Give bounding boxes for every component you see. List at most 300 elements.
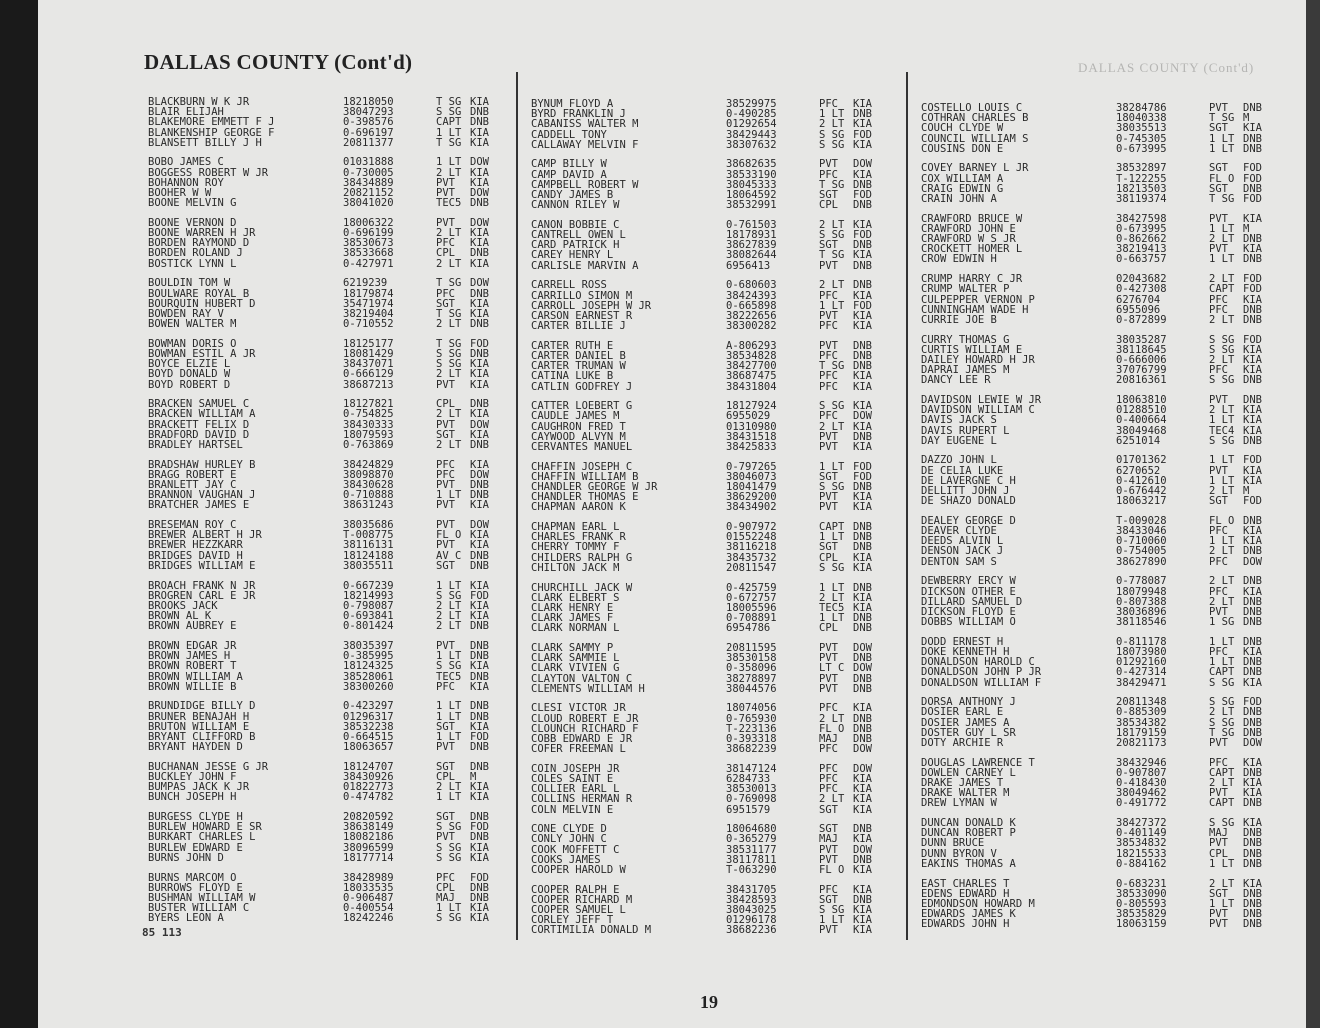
entry-status: KIA [853,924,872,937]
entry-status: KIA [470,368,489,381]
entry-name: CARTER TRUMAN W [531,360,626,373]
entry-name: DUNN BYRON V [921,847,997,860]
entry-rank: CPL [436,771,455,783]
entry-rank: CPL [436,247,455,260]
entry-rank: T SG [436,337,462,350]
entry-name: BREWER HEZZKARR [148,539,243,552]
entry-name: BOULWARE ROYAL B [148,287,250,300]
entry-serial-number: 01031888 [343,156,394,169]
roster-entry [531,865,891,875]
entry-serial-number: 38533668 [343,247,394,260]
entry-serial-number: 0-427308 [1116,283,1167,296]
entry-serial-number: 0-393318 [726,732,777,745]
entry-status: DNB [853,652,872,665]
entry-serial-number: 18082186 [343,831,394,844]
entry-group [148,399,508,450]
entry-name: CATINA LUKE B [531,370,614,383]
entry-name: COFER FREEMAN L [531,743,626,756]
entry-status: FOD [853,299,872,312]
entry-status: DNB [1243,635,1262,648]
entry-rank: PVT [436,539,455,552]
roster-column-2 [531,99,891,945]
entry-status: KIA [470,902,489,915]
entry-status: DNB [853,481,872,493]
entry-name: DAPRAI JAMES M [921,364,1010,377]
entry-name: DAVIS JACK S [921,414,997,427]
entry-serial-number: 38530673 [343,237,394,250]
entry-name: BRIDGES WILLIAM E [148,559,256,572]
entry-name: CHILTON JACK M [531,561,620,574]
entry-serial-number: 0-666006 [1116,353,1167,366]
entry-name: BYNUM FLOYD A [531,98,614,110]
entry-serial-number: 18127924 [726,400,777,413]
roster-entry [921,576,1281,586]
entry-status: KIA [470,126,489,139]
entry-serial-number: 01292160 [1116,656,1167,669]
entry-status: KIA [853,420,872,433]
entry-serial-number: 38532991 [726,199,777,212]
entry-serial-number: 18242246 [343,912,394,925]
entry-rank: 1 LT [819,299,845,312]
entry-name: BOSTICK LYNN L [148,257,237,270]
entry-name: CHANDLER THOMAS E [531,491,639,504]
roster-entry [921,919,1281,929]
entry-name: EAST CHARLES T [921,877,1010,890]
entry-serial-number: 18073980 [1116,645,1167,658]
entry-rank: 2 LT [819,420,845,433]
entry-status: FOD [1243,283,1262,296]
entry-status: KIA [1243,676,1262,689]
entry-serial-number: 0-710060 [1116,535,1167,548]
entry-serial-number: 38035287 [1116,333,1167,346]
entry-rank: 2 LT [436,227,462,240]
entry-rank: CAPT [1209,666,1235,679]
roster-entry [148,742,508,752]
entry-name: BLANSETT BILLY J H [148,136,262,149]
entry-rank: PVT [819,259,838,272]
entry-status: KIA [470,257,489,270]
entry-group [921,163,1281,204]
entry-status: DNB [470,197,489,210]
entry-status: DNB [1243,837,1262,850]
entry-serial-number: 0-805593 [1116,897,1167,910]
roster-entry [921,798,1281,808]
entry-status: DNB [470,650,489,663]
entry-name: CAUGHRON FRED T [531,420,626,433]
entry-status: FOD [853,460,872,473]
entry-name: CUNNINGHAM WADE H [921,303,1029,316]
entry-status: DNB [470,247,489,260]
entry-status: KIA [853,904,872,917]
entry-rank: 2 LT [436,166,462,179]
entry-name: BROGREN CARL E JR [148,589,256,602]
entry-rank: PVT [1209,918,1228,931]
entry-serial-number: 38427700 [726,360,777,373]
entry-name: CARROLL JOSEPH W JR [531,299,652,312]
entry-name: DE CELIA LUKE [921,464,1004,477]
roster-entry [921,315,1281,325]
entry-name: BURROWS FLOYD E [148,881,243,894]
entry-serial-number: 18179159 [1116,726,1167,739]
entry-rank: PVT [436,499,455,512]
entry-serial-number: 18063810 [1116,394,1167,406]
entry-status: KIA [853,883,872,896]
entry-name: CATLIN GODFREY J [531,380,633,393]
entry-name: CANDY JAMES B [531,189,614,201]
entry-status: KIA [1243,343,1262,356]
entry-name: BROWN WILLIE B [148,680,237,693]
entry-rank: 2 LT [819,118,845,131]
entry-status: DNB [1243,605,1262,618]
entry-serial-number: 38284786 [1116,102,1167,114]
entry-rank: PFC [819,289,838,302]
entry-serial-number: 0-490285 [726,108,777,121]
entry-name: BORDEN RAYMOND D [148,237,250,250]
entry-name: BOONE WARREN H JR [148,227,256,240]
entry-name: BUCHANAN JESSE G JR [148,760,269,773]
entry-rank: TEC5 [436,670,462,683]
entry-rank: T SG [436,96,462,108]
entry-name: BURLEW HOWARD E SR [148,821,262,834]
entry-name: BOYD DONALD W [148,368,231,381]
entry-serial-number: A-806293 [726,339,777,352]
entry-status: DNB [1243,102,1262,114]
entry-serial-number: 38430926 [343,771,394,783]
entry-name: CULPEPPER VERNON P [921,293,1035,306]
entry-status: DNB [853,349,872,362]
entry-status: DNB [853,108,872,121]
entry-rank: SGT [436,811,455,824]
entry-status: KIA [1243,293,1262,306]
entry-rank: CPL [1209,847,1228,860]
entry-name: BRADSHAW HURLEY B [148,458,256,471]
roster-entry [148,682,508,692]
entry-group [148,278,508,329]
entry-rank: 1 LT [1209,535,1235,548]
entry-rank: 2 LT [436,257,462,270]
entry-name: BROWN EDGAR JR [148,639,237,652]
roster-entry [148,792,508,802]
roster-entry [921,738,1281,748]
entry-group [921,637,1281,688]
entry-serial-number: 38533090 [1116,887,1167,900]
entry-serial-number: 20820592 [343,811,394,824]
roster-entry [921,496,1281,506]
entry-status: KIA [853,561,872,574]
entry-status: DNB [1243,182,1262,195]
entry-serial-number: 38035397 [343,639,394,652]
entry-rank: 1 LT [436,700,462,713]
entry-rank: TEC5 [436,197,462,210]
roster-entry [148,561,508,571]
entry-serial-number: 38117811 [726,853,777,866]
entry-name: CROCKETT HOMER L [921,243,1023,256]
entry-group [921,697,1281,748]
entry-name: COOPER RICHARD M [531,893,633,906]
entry-rank: PVT [1209,394,1228,406]
entry-rank: PFC [819,370,838,383]
entry-serial-number: 0-710552 [343,318,394,331]
entry-serial-number: 0-676442 [1116,485,1167,497]
entry-status: M [1243,485,1250,497]
entry-name: DOKE KENNETH H [921,645,1010,658]
entry-rank: T SG [1209,193,1235,205]
entry-rank: PVT [436,378,455,391]
entry-name: BROWN WILLIAM A [148,670,243,683]
entry-serial-number: 38534828 [726,349,777,362]
entry-status: DNB [470,700,489,713]
entry-serial-number: 0-885309 [1116,706,1167,719]
entry-serial-number: 38043025 [726,904,777,917]
entry-status: FOD [1243,333,1262,346]
entry-name: CATTER LOEBERT G [531,400,633,413]
entry-name: CARD PATRICK H [531,239,620,252]
entry-status: DNB [470,670,489,683]
entry-serial-number: 01296178 [726,914,777,927]
entry-status: DNB [1243,253,1262,266]
entry-rank: CPL [819,551,838,564]
entry-rank: 2 LT [1209,877,1235,890]
entry-name: DOTY ARCHIE R [921,736,1004,749]
entry-group [148,641,508,692]
entry-rank: T SG [819,249,845,262]
entry-serial-number: 0-423297 [343,700,394,713]
entry-name: CARRELL ROSS [531,279,607,292]
entry-status: KIA [853,400,872,413]
entry-status: KIA [853,551,872,564]
entry-name: BURNS JOHN D [148,851,224,864]
entry-serial-number: 38219404 [343,307,394,320]
entry-serial-number: 38035686 [343,519,394,532]
entry-rank: S SG [436,821,462,834]
entry-serial-number: 0-754825 [343,408,394,421]
entry-serial-number: 38045333 [726,178,777,191]
entry-serial-number: 38096599 [343,841,394,854]
entry-name: BOURQUIN HUBERT D [148,297,256,310]
entry-status: DOW [1243,736,1262,749]
entry-status: DNB [470,287,489,300]
entry-serial-number: 01292654 [726,118,777,131]
entry-status: DNB [853,622,872,635]
entry-rank: PFC [819,783,838,796]
entry-status: DNB [470,811,489,824]
entry-name: BURLEW EDWARD E [148,841,243,854]
entry-status: DNB [1243,847,1262,860]
entry-rank: 2 LT [1209,575,1235,588]
roster-entry [148,440,508,450]
entry-rank: TEC5 [819,601,845,614]
entry-rank: PVT [819,682,838,695]
entry-name: BRATCHER JAMES E [148,499,250,512]
entry-serial-number: 37076799 [1116,364,1167,377]
entry-rank: SGT [819,239,838,252]
entry-serial-number: 38049462 [1116,787,1167,800]
entry-name: CLESI VICTOR JR [531,702,626,715]
entry-group [148,460,508,511]
page-title: DALLAS COUNTY (Cont'd) [144,50,413,74]
entry-name: BYERS LEON A [148,912,224,925]
entry-status: DNB [1243,766,1262,779]
entry-name: BLAKEMORE EMMETT F J [148,116,275,129]
entry-rank: FL O [819,722,845,735]
entry-name: BRANLETT JAY C [148,479,237,491]
roster-entry [531,925,891,935]
entry-rank: PFC [819,883,838,896]
entry-status: FOD [470,821,489,834]
entry-rank: SGT [1209,495,1228,508]
entry-name: BOYCE ELZIE L [148,358,231,371]
entry-name: BRAGG ROBERT E [148,468,237,481]
entry-rank: 1 LT [819,531,845,544]
entry-status: KIA [470,96,489,108]
entry-status: FOD [1243,454,1262,467]
entry-group [531,703,891,754]
entry-status: KIA [853,803,872,816]
entry-rank: S SG [436,358,462,371]
entry-name: BOWMAN DORIS O [148,337,237,350]
entry-rank: SGT [819,893,838,906]
entry-rank: CPL [436,881,455,894]
entry-name: DOSIER JAMES A [921,716,1010,729]
entry-rank: PFC [436,287,455,300]
entry-rank: 1 LT [436,156,462,169]
entry-status: KIA [470,136,489,149]
entry-status: DOW [853,641,872,654]
entry-rank: PFC [819,320,838,333]
entry-serial-number: 0-708891 [726,612,777,625]
entry-status: KIA [470,660,489,673]
entry-rank: PVT [1209,464,1228,477]
entry-rank: PVT [819,309,838,322]
entry-status: DOW [853,843,872,856]
entry-name: BROWN ROBERT T [148,660,237,673]
entry-name: CRAWFORD BRUCE W [921,212,1023,225]
entry-serial-number: 6955029 [726,410,771,423]
entry-status: KIA [470,458,489,471]
entry-serial-number: 20811595 [726,641,777,654]
entry-rank: 2 LT [1209,273,1235,286]
entry-serial-number: 38631243 [343,499,394,512]
entry-serial-number: 0-683231 [1116,877,1167,890]
entry-serial-number: 0-693841 [343,610,394,623]
entry-rank: CAPT [1209,766,1235,779]
entry-status: KIA [853,591,872,604]
roster-entry [531,371,891,381]
entry-serial-number: 20821152 [343,187,394,199]
entry-rank: PVT [436,187,455,199]
entry-status: KIA [853,138,872,151]
entry-rank: PVT [436,216,455,229]
entry-status: DOW [853,158,872,171]
entry-name: CAUDLE JAMES M [531,410,620,423]
entry-status: KIA [1243,525,1262,538]
entry-serial-number: 38082644 [726,249,777,262]
entry-status: KIA [470,166,489,179]
entry-rank: 1 LT [1209,897,1235,910]
entry-rank: PFC [819,168,838,181]
entry-name: CONLY JOHN C [531,833,607,846]
roster-entry [148,380,508,390]
entry-name: CARSON EARNEST R [531,309,633,322]
entry-name: BRUNDIDGE BILLY D [148,700,256,713]
entry-name: CANNON RILEY W [531,199,620,212]
entry-rank: T SG [1209,726,1235,739]
entry-status: FOD [1243,495,1262,508]
entry-name: COLN MELVIN E [531,803,614,816]
entry-status: KIA [853,370,872,383]
entry-rank: PFC [436,680,455,693]
entry-status: DNB [1243,827,1262,840]
entry-name: BYRD FRANKLIN J [531,108,626,121]
entry-rank: 1 LT [819,914,845,927]
entry-rank: 2 LT [1209,777,1235,789]
entry-status: DNB [853,360,872,373]
column-divider-1 [516,72,518,940]
entry-rank: PVT [819,652,838,665]
entry-status: KIA [1243,585,1262,598]
entry-rank: FL O [819,864,845,876]
entry-status: KIA [1243,424,1262,437]
entry-rank: 2 LT [436,620,462,633]
entry-status: KIA [470,176,489,189]
entry-name: COOK MOFFETT C [531,843,620,856]
entry-serial-number: 20811377 [343,136,394,149]
entry-status: DNB [853,531,872,544]
entry-serial-number: 38222656 [726,309,777,322]
roster-entry [531,805,891,815]
roster-entry [148,198,508,208]
entry-name: DAVIDSON LEWIE W JR [921,394,1042,406]
entry-serial-number: 38528061 [343,670,394,683]
roster-entry [921,254,1281,264]
entry-name: CABANISS WALTER M [531,118,639,131]
entry-name: BLACKBURN W K JR [148,96,250,108]
entry-status: DNB [470,106,489,119]
roster-entry [148,259,508,269]
entry-rank: PVT [436,741,455,754]
entry-name: CLARK ELBERT S [531,591,620,604]
entry-name: CLARK NORMAN L [531,622,620,635]
entry-status: DNB [1243,132,1262,145]
entry-status: M [1243,222,1250,235]
entry-name: DRAKE WALTER M [921,787,1010,800]
entry-name: BRUTON WILLIAM E [148,720,250,733]
roster-entry [531,502,891,512]
entry-serial-number: 01310980 [726,420,777,433]
entry-group [921,395,1281,446]
entry-name: BLANKENSHIP GEORGE F [148,126,275,139]
entry-rank: 2 LT [819,793,845,806]
entry-serial-number: 38307632 [726,138,777,151]
entry-rank: PVT [819,440,838,453]
entry-group [531,280,891,331]
entry-name: DOSIER EARL E [921,706,1004,719]
entry-status: FOD [853,229,872,242]
entry-name: EDWARDS JOHN H [921,918,1010,931]
entry-serial-number: 01288510 [1116,404,1167,417]
entry-rank: CPL [819,199,838,212]
entry-status: KIA [1243,414,1262,427]
entry-status: KIA [1243,353,1262,366]
entry-name: CONE CLYDE D [531,823,607,836]
entry-rank: 2 LT [819,712,845,725]
entry-rank: S SG [819,128,845,141]
entry-name: CERVANTES MANUEL [531,440,633,453]
entry-status: KIA [853,501,872,514]
entry-rank: S SG [819,138,845,151]
entry-rank: S SG [1209,716,1235,729]
entry-rank: PVT [819,430,838,443]
